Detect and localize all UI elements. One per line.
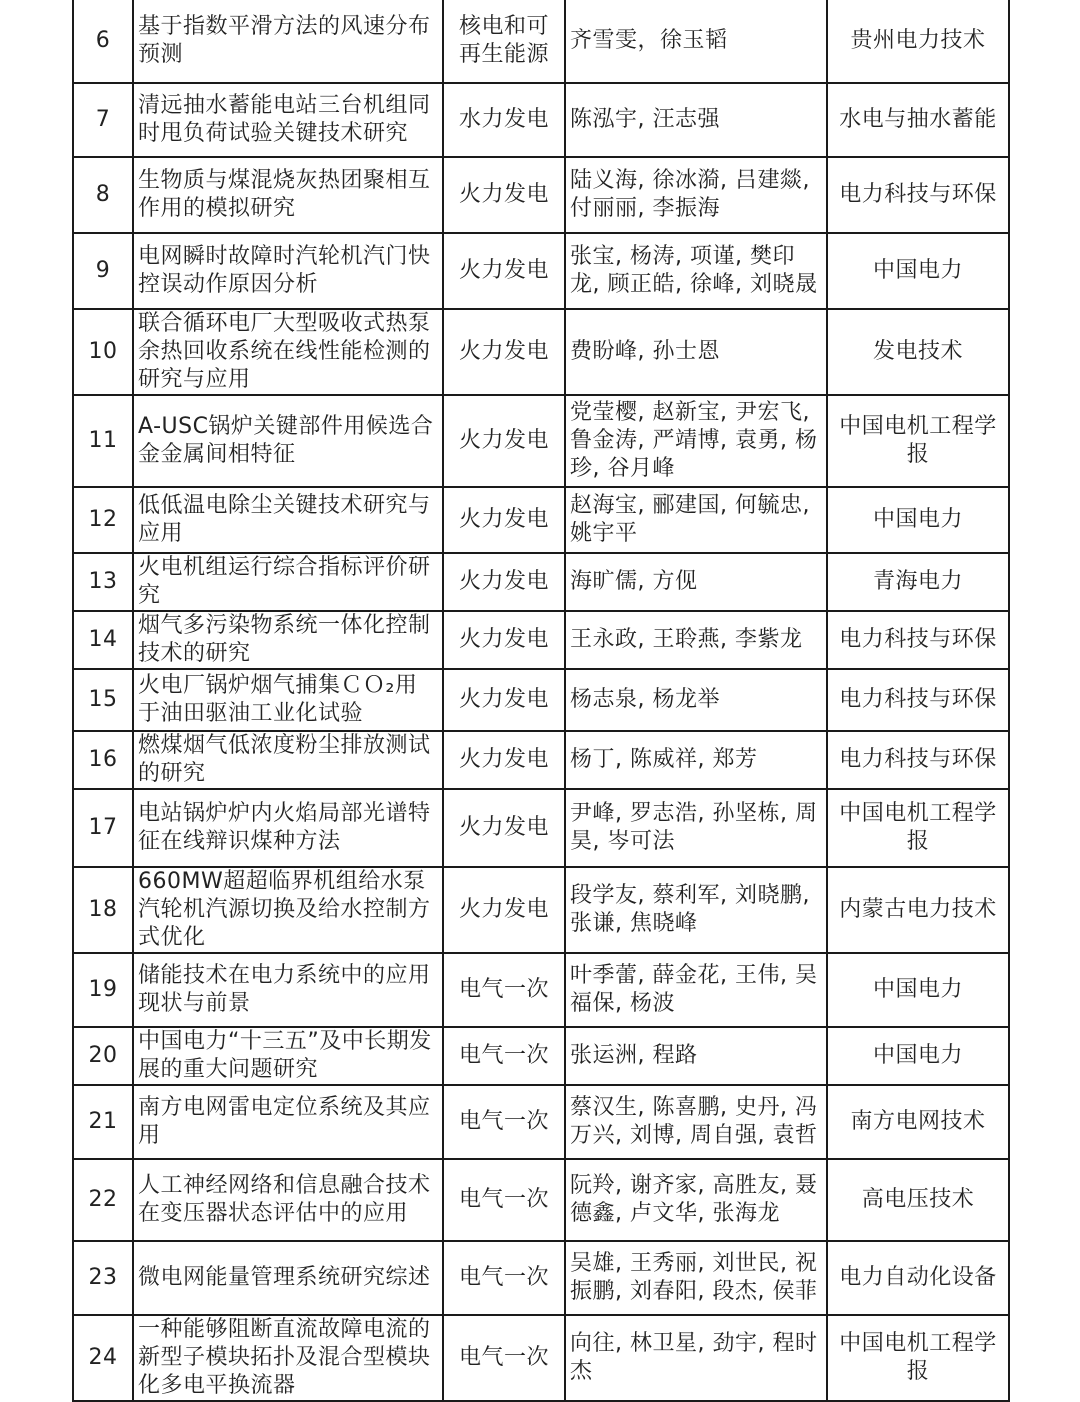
paper-title-cell: A-USC锅炉关键部件用候选合金金属间相特征 [133,395,443,487]
table-row [73,789,1009,867]
paper-authors-cell: 张运洲, 程路 [565,1027,827,1085]
row-number-cell: 6 [73,0,133,83]
paper-category-cell: 电气一次 [443,1315,565,1401]
paper-title-cell: 火电机组运行综合指标评价研究 [133,553,443,611]
table-row [73,731,1009,789]
paper-category-cell: 火力发电 [443,395,565,487]
table-row [73,867,1009,953]
table-row [73,233,1009,309]
paper-title-cell: 储能技术在电力系统中的应用现状与前景 [133,953,443,1027]
paper-category-cell: 火力发电 [443,487,565,553]
row-number-cell: 8 [73,157,133,233]
row-number-cell: 10 [73,309,133,395]
paper-authors-cell: 齐雪雯，徐玉韬 [565,0,827,83]
paper-title-cell: 烟气多污染物系统一体化控制技术的研究 [133,611,443,669]
paper-authors-cell: 杨志泉, 杨龙举 [565,669,827,731]
paper-journal-cell: 内蒙古电力技术 [827,867,1009,953]
table-body [73,0,1009,1401]
paper-authors-cell: 党莹樱, 赵新宝, 尹宏飞, 鲁金涛, 严靖博, 袁勇, 杨珍, 谷月峰 [565,395,827,487]
table-row [73,1315,1009,1401]
row-number-cell: 22 [73,1159,133,1241]
row-number-cell: 7 [73,83,133,157]
paper-category-cell: 火力发电 [443,157,565,233]
paper-authors-cell: 海旷儒, 方伣 [565,553,827,611]
row-number-cell: 12 [73,487,133,553]
paper-category-cell: 电气一次 [443,1027,565,1085]
table-row [73,953,1009,1027]
paper-authors-cell: 王永政, 王聆燕, 李紫龙 [565,611,827,669]
paper-journal-cell: 中国电力 [827,1027,1009,1085]
row-number-cell: 24 [73,1315,133,1401]
paper-authors-cell: 尹峰, 罗志浩, 孙坚栋, 周昊, 岑可法 [565,789,827,867]
paper-category-cell: 核电和可再生能源 [443,0,565,83]
paper-authors-cell: 杨丁, 陈威祥, 郑芳 [565,731,827,789]
paper-category-cell: 火力发电 [443,611,565,669]
paper-category-cell: 火力发电 [443,233,565,309]
row-number-cell: 15 [73,669,133,731]
table-row [73,553,1009,611]
paper-title-cell: 火电厂锅炉烟气捕集ＣＯ₂用于油田驱油工业化试验 [133,669,443,731]
paper-title-cell: 电网瞬时故障时汽轮机汽门快控误动作原因分析 [133,233,443,309]
paper-journal-cell: 水电与抽水蓄能 [827,83,1009,157]
paper-authors-cell: 叶季蕾, 薛金花, 王伟, 吴福保, 杨波 [565,953,827,1027]
paper-title-cell: 低低温电除尘关键技术研究与应用 [133,487,443,553]
paper-title-cell: 660MW超超临界机组给水泵汽轮机汽源切换及给水控制方式优化 [133,867,443,953]
paper-category-cell: 电气一次 [443,1241,565,1315]
paper-category-cell: 电气一次 [443,1159,565,1241]
paper-category-cell: 火力发电 [443,789,565,867]
paper-title-cell: 清远抽水蓄能电站三台机组同时甩负荷试验关键技术研究 [133,83,443,157]
paper-journal-cell: 电力自动化设备 [827,1241,1009,1315]
table-row [73,157,1009,233]
table-row [73,83,1009,157]
paper-category-cell: 水力发电 [443,83,565,157]
paper-authors-cell: 段学友, 蔡利军, 刘晓鹏, 张谦, 焦晓峰 [565,867,827,953]
paper-category-cell: 电气一次 [443,1085,565,1159]
row-number-cell: 20 [73,1027,133,1085]
table-row [73,1027,1009,1085]
table-row [73,669,1009,731]
row-number-cell: 9 [73,233,133,309]
paper-authors-cell: 阮羚, 谢齐家, 高胜友, 聂德鑫, 卢文华, 张海龙 [565,1159,827,1241]
paper-title-cell: 联合循环电厂大型吸收式热泵余热回收系统在线性能检测的研究与应用 [133,309,443,395]
table-row [73,395,1009,487]
row-number-cell: 18 [73,867,133,953]
paper-authors-cell: 向往, 林卫星, 劲宇, 程时杰 [565,1315,827,1401]
paper-journal-cell: 高电压技术 [827,1159,1009,1241]
paper-category-cell: 火力发电 [443,669,565,731]
paper-title-cell: 电站锅炉炉内火焰局部光谱特征在线辩识煤种方法 [133,789,443,867]
paper-title-cell: 一种能够阻断直流故障电流的新型子模块拓扑及混合型模块化多电平换流器 [133,1315,443,1401]
row-number-cell: 19 [73,953,133,1027]
row-number-cell: 14 [73,611,133,669]
paper-title-cell: 南方电网雷电定位系统及其应用 [133,1085,443,1159]
row-number-cell: 11 [73,395,133,487]
paper-title-cell: 人工神经网络和信息融合技术在变压器状态评估中的应用 [133,1159,443,1241]
paper-title-cell: 中国电力“十三五”及中长期发展的重大问题研究 [133,1027,443,1085]
paper-journal-cell: 贵州电力技术 [827,0,1009,83]
paper-journal-cell: 中国电力 [827,233,1009,309]
paper-journal-cell: 中国电力 [827,487,1009,553]
paper-authors-cell: 蔡汉生, 陈喜鹏, 史丹, 冯万兴, 刘博, 周自强, 袁哲 [565,1085,827,1159]
table-row [73,1159,1009,1241]
paper-journal-cell: 电力科技与环保 [827,731,1009,789]
paper-journal-cell: 中国电机工程学报 [827,1315,1009,1401]
row-number-cell: 13 [73,553,133,611]
paper-category-cell: 电气一次 [443,953,565,1027]
paper-journal-cell: 中国电机工程学报 [827,789,1009,867]
paper-title-cell: 基于指数平滑方法的风速分布预测 [133,0,443,83]
paper-authors-cell: 张宝, 杨涛, 项谨, 樊印龙, 顾正皓, 徐峰, 刘晓晟 [565,233,827,309]
table-row [73,1085,1009,1159]
paper-category-cell: 火力发电 [443,867,565,953]
paper-authors-cell: 陈泓宇, 汪志强 [565,83,827,157]
paper-authors-cell: 赵海宝, 郦建国, 何毓忠, 姚宇平 [565,487,827,553]
paper-authors-cell: 费盼峰, 孙士恩 [565,309,827,395]
table-row [73,309,1009,395]
table-row [73,611,1009,669]
table-row [73,1241,1009,1315]
row-number-cell: 21 [73,1085,133,1159]
paper-journal-cell: 中国电力 [827,953,1009,1027]
paper-journal-cell: 中国电机工程学报 [827,395,1009,487]
row-number-cell: 23 [73,1241,133,1315]
paper-title-cell: 微电网能量管理系统研究综述 [133,1241,443,1315]
paper-journal-cell: 南方电网技术 [827,1085,1009,1159]
paper-category-cell: 火力发电 [443,731,565,789]
paper-category-cell: 火力发电 [443,553,565,611]
paper-list-table [72,0,1010,1402]
paper-title-cell: 生物质与煤混烧灰热团聚相互作用的模拟研究 [133,157,443,233]
table-row [73,487,1009,553]
paper-journal-cell: 青海电力 [827,553,1009,611]
paper-journal-cell: 发电技术 [827,309,1009,395]
paper-journal-cell: 电力科技与环保 [827,669,1009,731]
paper-journal-cell: 电力科技与环保 [827,611,1009,669]
row-number-cell: 17 [73,789,133,867]
paper-authors-cell: 吴雄, 王秀丽, 刘世民, 祝振鹏, 刘春阳, 段杰, 侯菲 [565,1241,827,1315]
paper-title-cell: 燃煤烟气低浓度粉尘排放测试的研究 [133,731,443,789]
table-row [73,0,1009,83]
paper-journal-cell: 电力科技与环保 [827,157,1009,233]
paper-category-cell: 火力发电 [443,309,565,395]
row-number-cell: 16 [73,731,133,789]
paper-authors-cell: 陆义海, 徐冰漪, 吕建燚, 付丽丽, 李振海 [565,157,827,233]
